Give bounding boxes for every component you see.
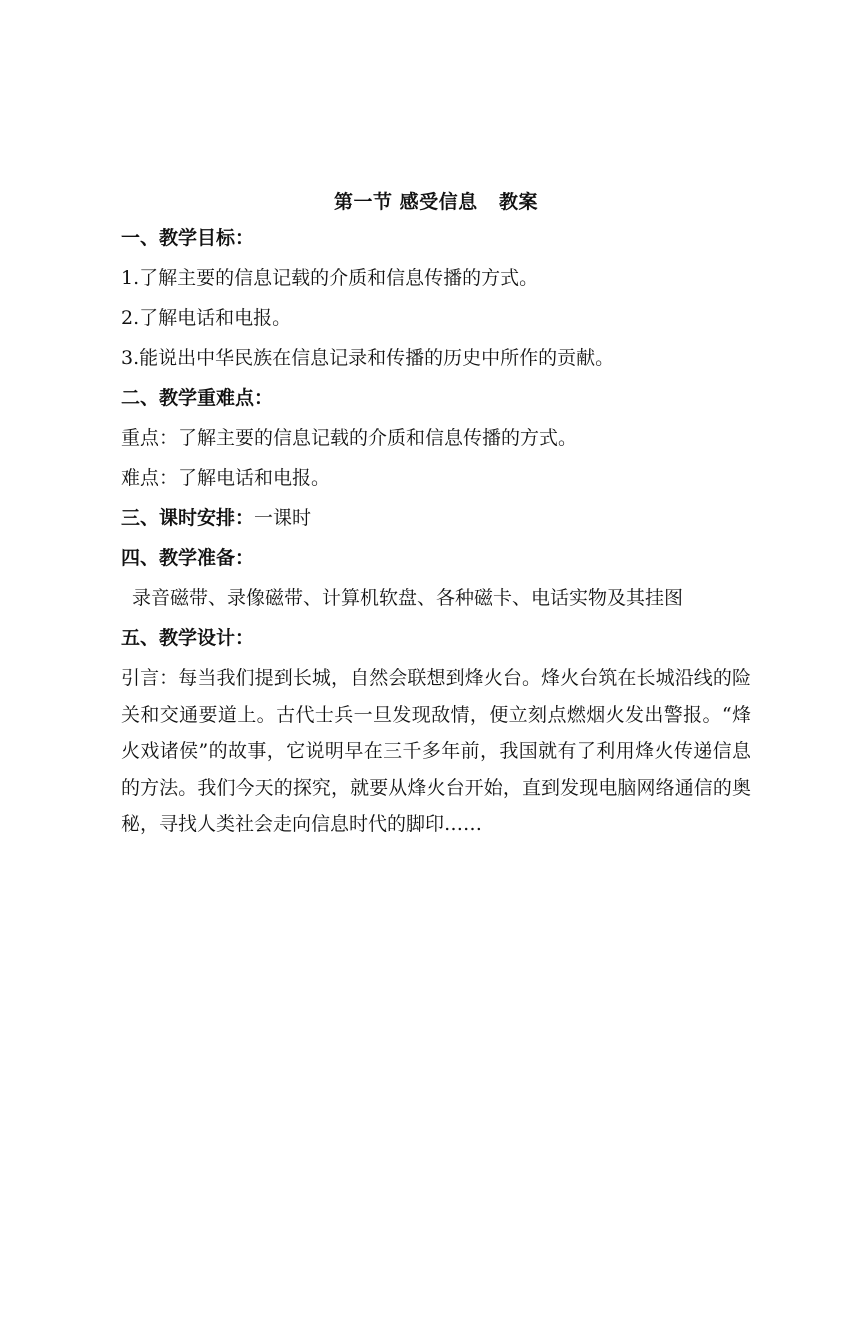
section-heading-preparation: 四、教学准备： xyxy=(121,547,255,569)
preparation-text: 录音磁带、录像磁带、计算机软盘、各种磁卡、电话实物及其挂图 xyxy=(132,587,684,609)
goal-item-3: 3.能说出中华民族在信息记录和传播的历史中所作的贡献。 xyxy=(121,347,615,369)
section-heading-design: 五、教学设计： xyxy=(121,627,255,649)
document-body xyxy=(121,186,751,843)
goal-item-2: 2.了解电话和电报。 xyxy=(121,307,292,329)
schedule-value: 一课时 xyxy=(254,507,312,529)
section-heading-schedule: 三、课时安排： xyxy=(121,507,255,529)
goal-item-1: 1.了解主要的信息记载的介质和信息传播的方式。 xyxy=(121,267,539,289)
section-schedule xyxy=(121,498,751,538)
difficult-point-text: 难点：了解电话和电报。 xyxy=(121,467,331,489)
section-heading-key-points: 二、教学重难点： xyxy=(121,387,274,409)
section-heading-goals: 一、教学目标： xyxy=(121,227,255,249)
key-point-text: 重点：了解主要的信息记载的介质和信息传播的方式。 xyxy=(121,427,578,449)
page-title: 第一节 感受信息 教案 xyxy=(334,191,538,213)
design-intro-paragraph: 引言：每当我们提到长城，自然会联想到烽火台。烽火台筑在长城沿线的险关和交通要道上。古代士兵一旦发现敌情，便立刻点燃烟火发出警报。“烽火戏诸侯”的故事，它说明早在三千多年前，我国就有了利用烽火传递信息的方法。我们今天的探究，就要从烽火台开始，直到发现电脑网络通信的奥秘，寻找人类社会走向信息时代的脚印…… xyxy=(121,667,751,835)
